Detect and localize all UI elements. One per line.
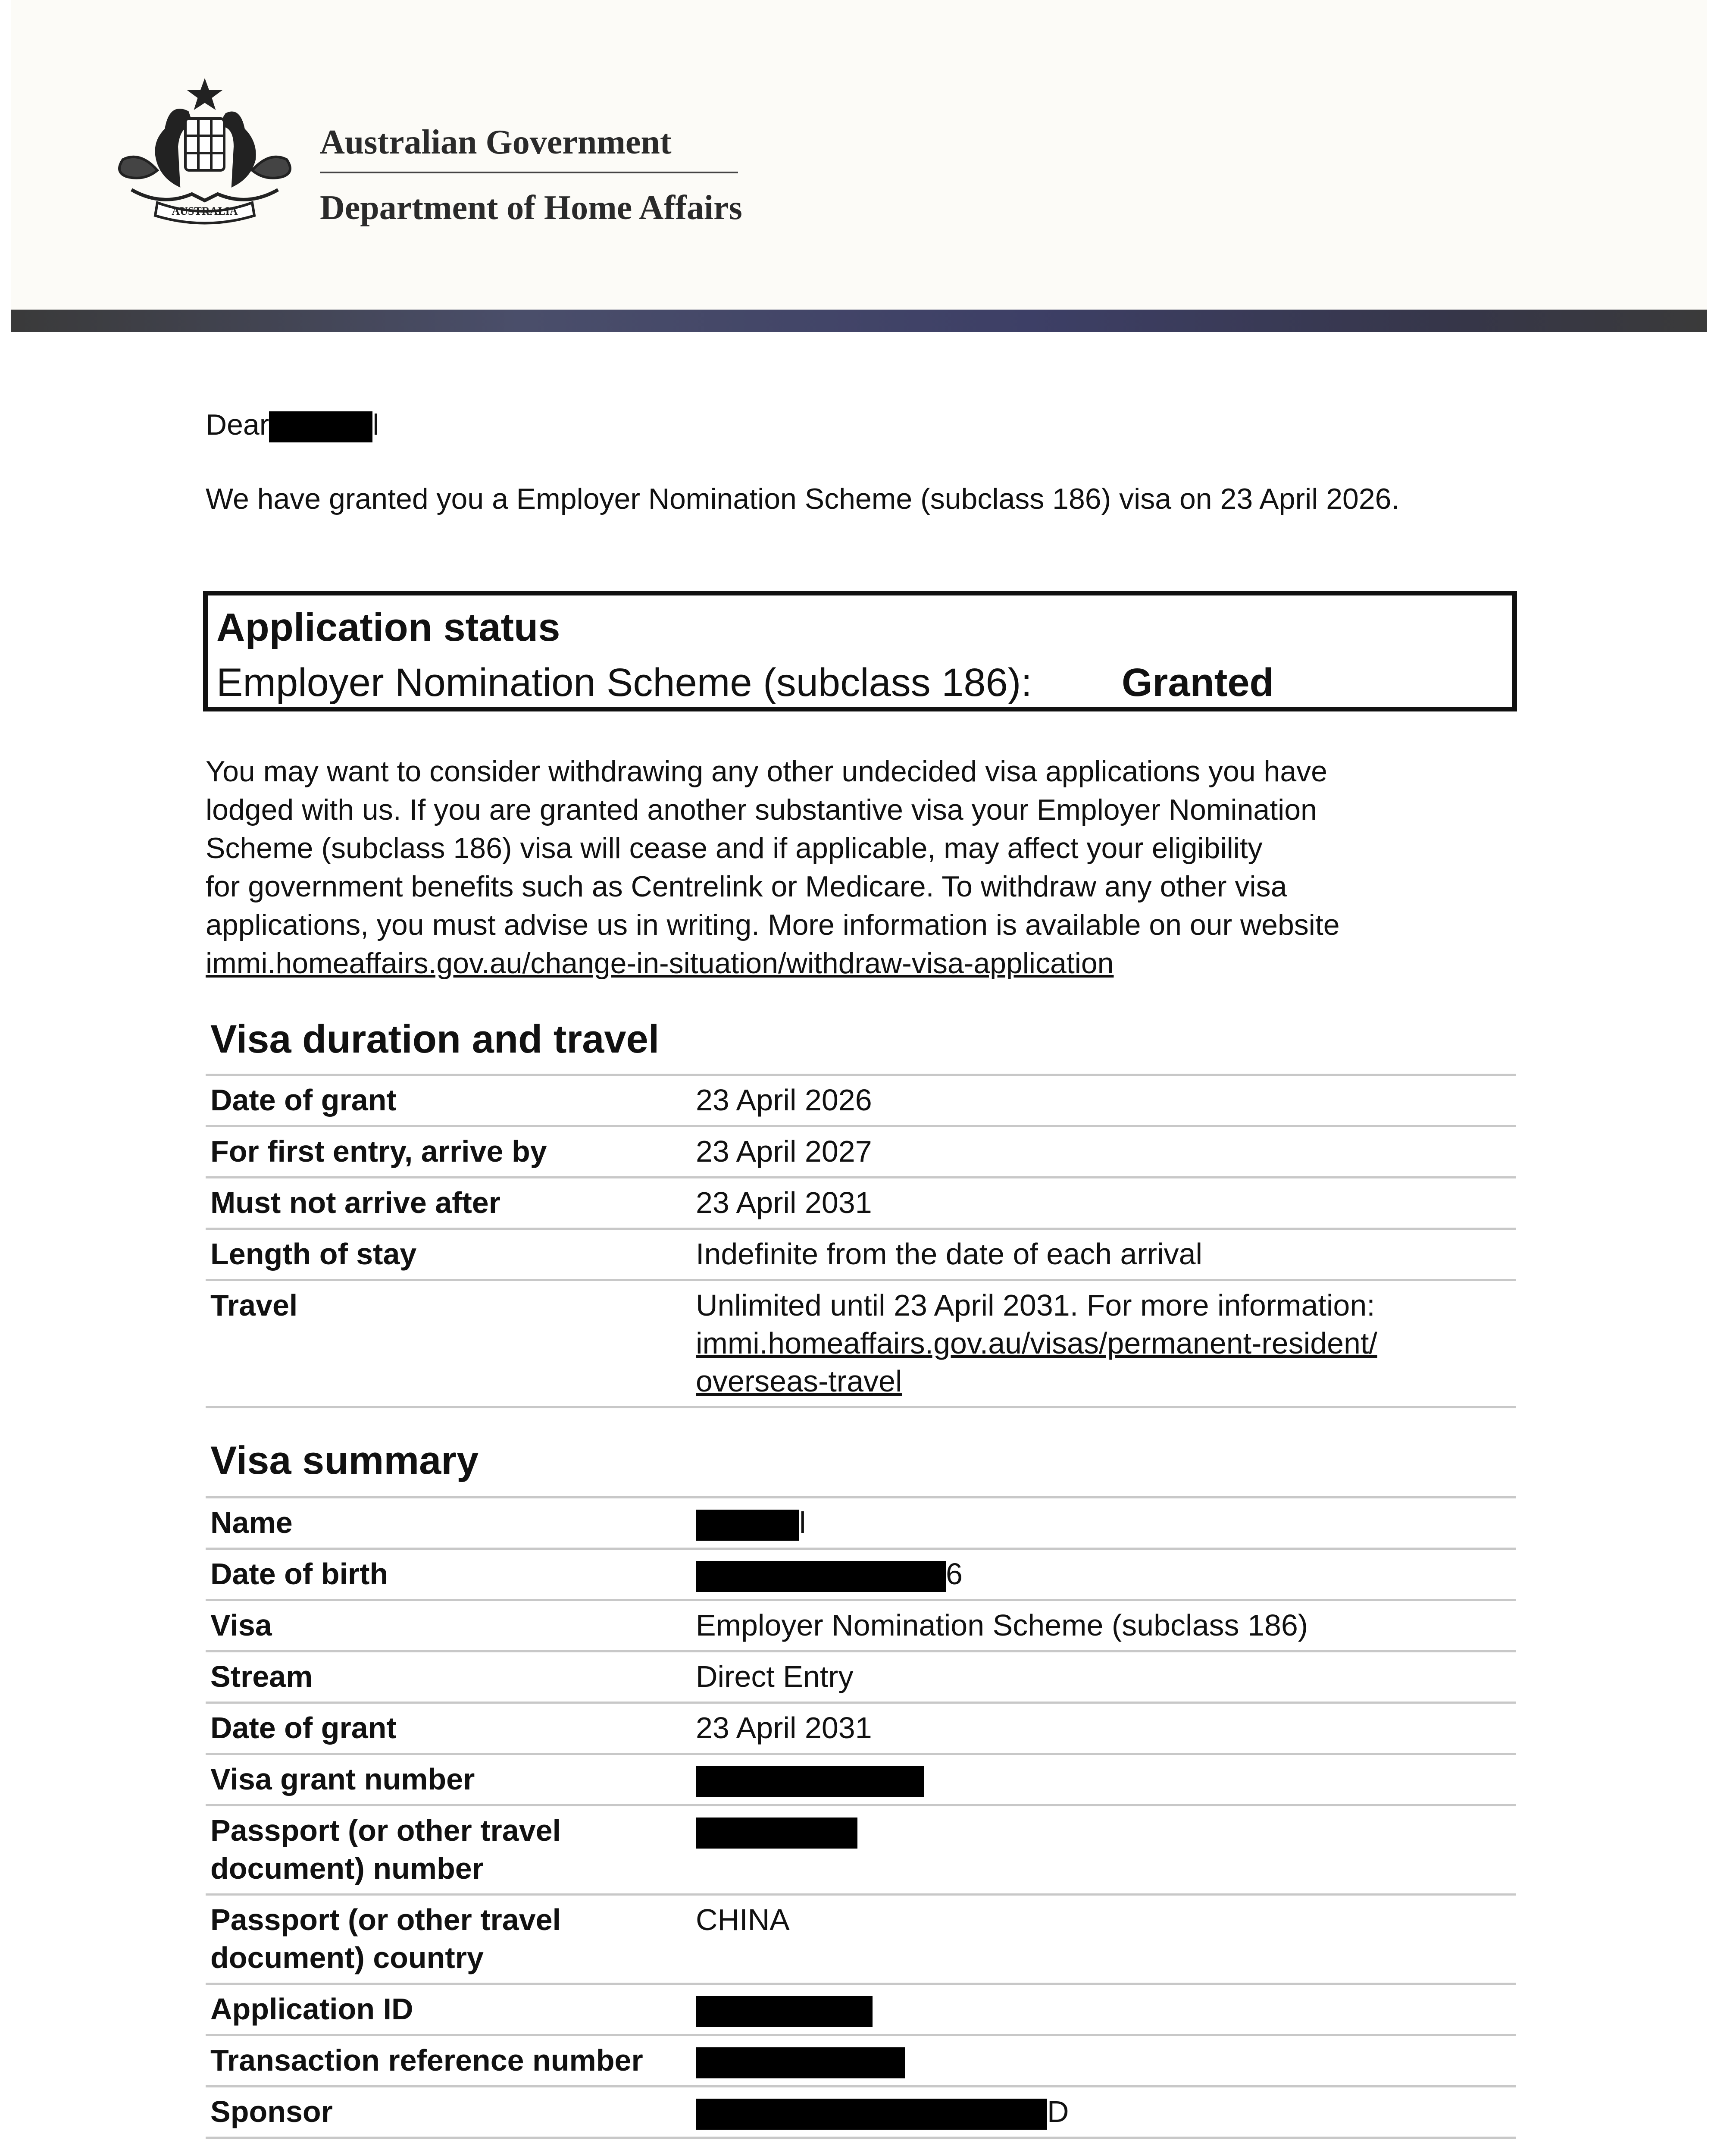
- coat-of-arms-icon: [106, 78, 304, 233]
- table-row: [206, 1984, 1516, 2035]
- salutation-prefix: Dear: [206, 408, 269, 441]
- redacted-name: [696, 1510, 799, 1541]
- redacted-passport-number: [696, 1818, 857, 1849]
- visa-duration-table: [206, 1074, 1516, 1408]
- application-status-title: Application status: [216, 605, 560, 649]
- trn-label: Transaction reference number: [206, 2035, 691, 2087]
- visa-value: Employer Nomination Scheme (subclass 186): [691, 1600, 1516, 1651]
- notice-line: Scheme (subclass 186) visa will cease and if applicable, may affect your eligibility: [206, 832, 1263, 865]
- redacted-dob: [696, 1561, 946, 1592]
- date-of-grant-label: Date of grant: [206, 1075, 691, 1126]
- grant-intro: We have granted you a Employer Nomination Scheme (subclass 186) visa on 23 April 2026.: [206, 483, 1400, 515]
- table-row: [206, 1600, 1516, 1651]
- table-row: [206, 1498, 1516, 1549]
- table-row: [206, 1805, 1516, 1895]
- sponsor-value: [691, 2087, 1516, 2138]
- brand-divider: [320, 172, 738, 173]
- stream-label: Stream: [206, 1651, 691, 1703]
- redacted-name: [269, 411, 372, 442]
- visa-label: Visa: [206, 1600, 691, 1651]
- notice-line: for government benefits such as Centrelink or Medicare. To withdraw any other visa: [206, 870, 1287, 903]
- letterhead-bar: [11, 310, 1707, 332]
- redacted-sponsor: [696, 2099, 1047, 2130]
- table-row: [206, 1895, 1516, 1984]
- visa-summary-table: [206, 1496, 1516, 2139]
- notice-line: applications, you must advise us in writing. More information is available on our website: [206, 909, 1340, 941]
- must-not-arrive-label: Must not arrive after: [206, 1178, 691, 1229]
- notice-line: You may want to consider withdrawing any other undecided visa applications you have: [206, 755, 1327, 788]
- table-row: [206, 1075, 1516, 1126]
- table-row: [206, 2087, 1516, 2138]
- application-status-value: Granted: [1122, 661, 1274, 705]
- visa-duration-heading: Visa duration and travel: [210, 1017, 660, 1061]
- travel-text: Unlimited until 23 April 2031. For more information:: [696, 1288, 1375, 1322]
- application-status-label: Employer Nomination Scheme (subclass 186):: [216, 661, 1032, 705]
- table-row: [206, 1178, 1516, 1229]
- table-row: [206, 2035, 1516, 2087]
- redacted-grant-number: [696, 1766, 924, 1797]
- notice-line: lodged with us. If you are granted another substantive visa your Employer Nomination: [206, 793, 1317, 826]
- dob-label: Date of birth: [206, 1549, 691, 1600]
- redacted-application-id: [696, 1996, 873, 2027]
- passport-country-label-line: Passport (or other travel: [210, 1903, 561, 1937]
- length-of-stay-value: Indefinite from the date of each arrival: [691, 1229, 1516, 1280]
- salutation-name-suffix: l: [372, 408, 379, 441]
- passport-number-label: [206, 1805, 691, 1895]
- stream-value: Direct Entry: [691, 1651, 1516, 1703]
- summary-grant-date-value: 23 April 2031: [691, 1703, 1516, 1754]
- visa-summary-heading: Visa summary: [210, 1438, 479, 1482]
- travel-label: Travel: [206, 1280, 691, 1407]
- first-entry-label: For first entry, arrive by: [206, 1126, 691, 1178]
- passport-country-label: [206, 1895, 691, 1984]
- travel-link-1[interactable]: immi.homeaffairs.gov.au/visas/permanent-resident/: [696, 1326, 1377, 1360]
- passport-number-label-line: Passport (or other travel: [210, 1814, 561, 1847]
- department-name: Department of Home Affairs: [320, 189, 742, 227]
- travel-link-2[interactable]: overseas-travel: [696, 1364, 902, 1398]
- summary-grant-date-label: Date of grant: [206, 1703, 691, 1754]
- date-of-grant-value: 23 April 2026: [691, 1075, 1516, 1126]
- passport-country-label-line: document) country: [210, 1941, 484, 1974]
- first-entry-value: 23 April 2027: [691, 1126, 1516, 1178]
- withdraw-application-link[interactable]: immi.homeaffairs.gov.au/change-in-situation/withdraw-visa-application: [206, 947, 1114, 980]
- passport-number-label-line: document) number: [210, 1852, 484, 1885]
- svg-text:AUSTRALIA: AUSTRALIA: [172, 205, 238, 217]
- dob-value: [691, 1549, 1516, 1600]
- name-label: Name: [206, 1498, 691, 1549]
- application-status-box: [203, 591, 1517, 711]
- table-row: [206, 1280, 1516, 1407]
- sponsor-suffix: D: [1047, 2095, 1069, 2128]
- table-row: [206, 1651, 1516, 1703]
- table-row: [206, 1754, 1516, 1805]
- salutation: [206, 407, 379, 442]
- passport-country-value: CHINA: [691, 1895, 1516, 1984]
- application-id-label: Application ID: [206, 1984, 691, 2035]
- government-name: Australian Government: [320, 123, 672, 161]
- table-row: [206, 1549, 1516, 1600]
- grant-number-value: [691, 1754, 1516, 1805]
- redacted-trn: [696, 2047, 905, 2078]
- name-suffix: l: [799, 1506, 806, 1539]
- name-value: [691, 1498, 1516, 1549]
- must-not-arrive-value: 23 April 2031: [691, 1178, 1516, 1229]
- table-row: [206, 1229, 1516, 1280]
- table-row: [206, 1703, 1516, 1754]
- table-row: [206, 1126, 1516, 1178]
- dob-suffix: 6: [946, 1557, 963, 1591]
- application-id-value: [691, 1984, 1516, 2035]
- withdraw-notice: [206, 752, 1477, 983]
- grant-number-label: Visa grant number: [206, 1754, 691, 1805]
- sponsor-label: Sponsor: [206, 2087, 691, 2138]
- travel-value: [691, 1280, 1516, 1407]
- length-of-stay-label: Length of stay: [206, 1229, 691, 1280]
- trn-value: [691, 2035, 1516, 2087]
- passport-number-value: [691, 1805, 1516, 1895]
